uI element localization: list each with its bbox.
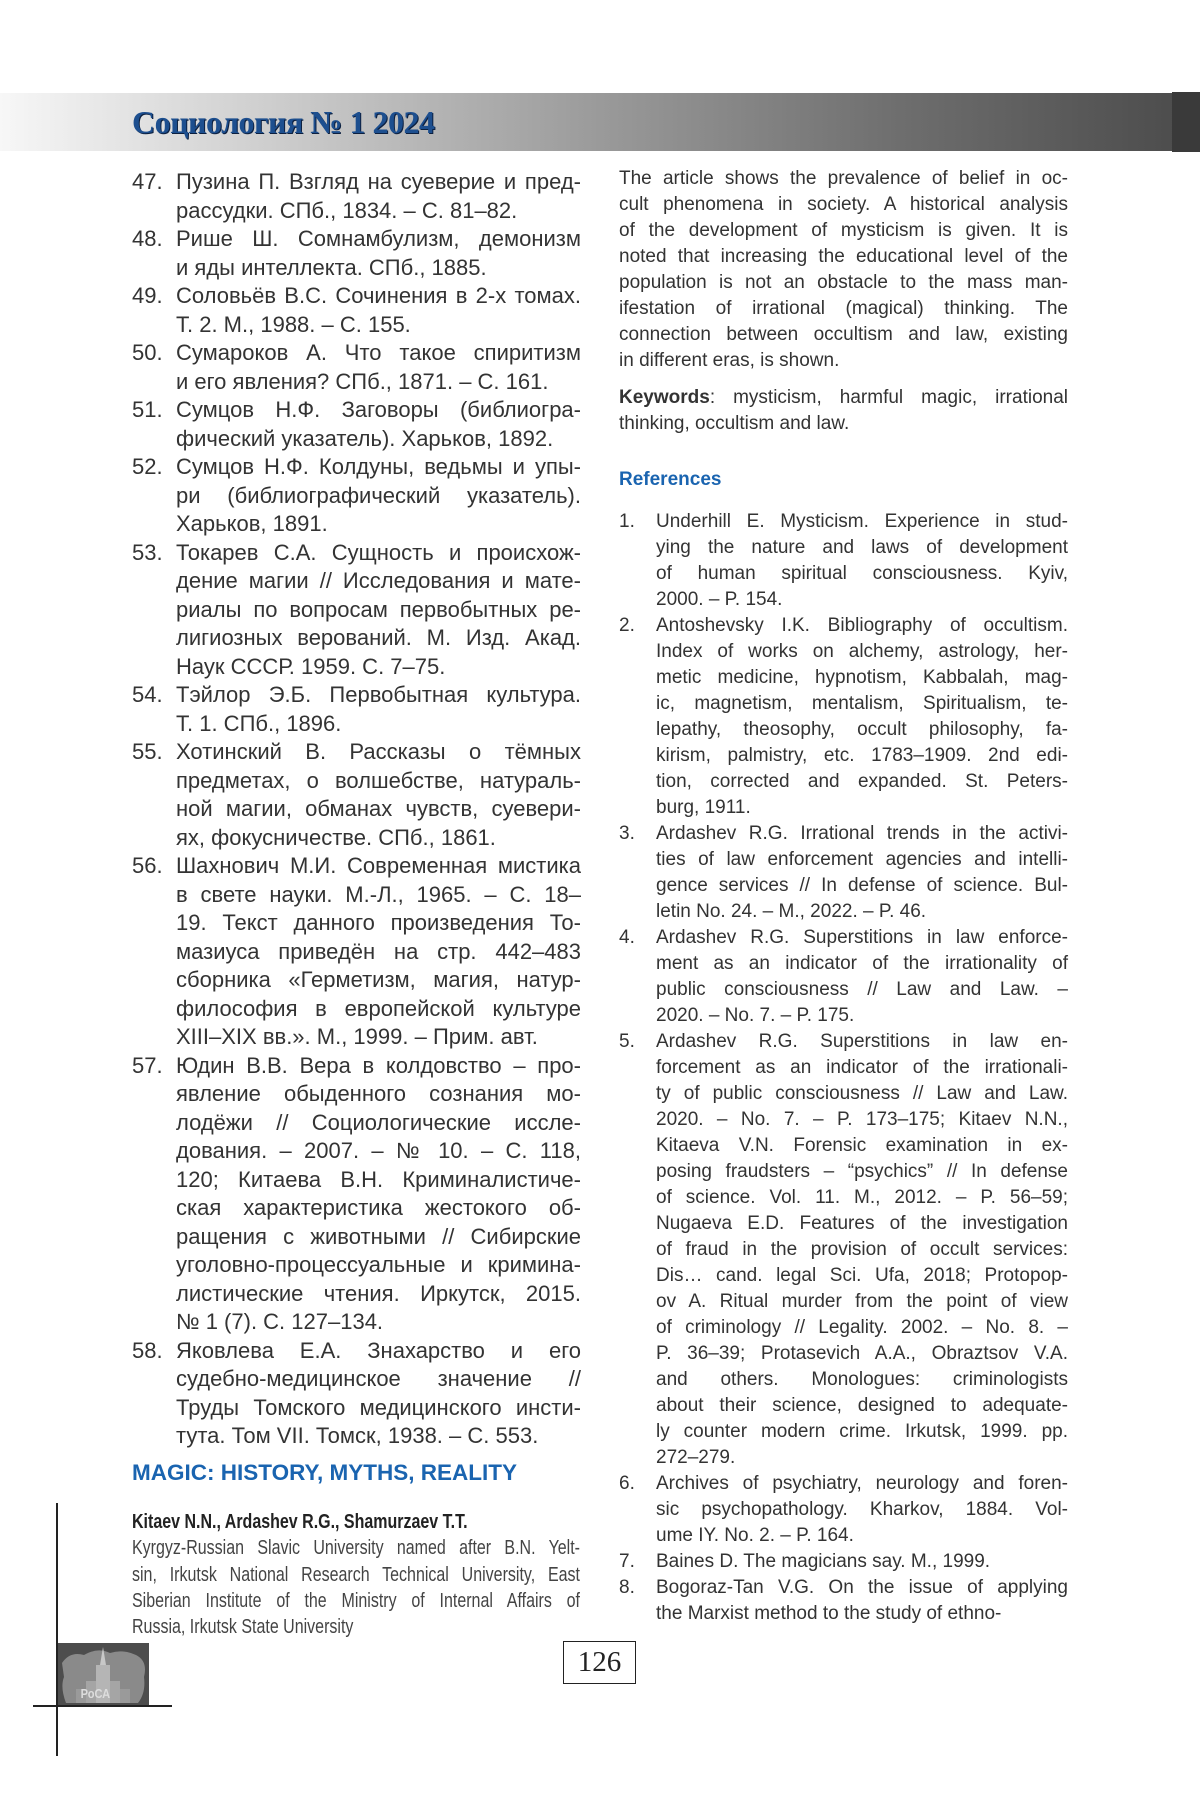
reference-text-line: Т. 1. СПб., 1896. bbox=[176, 710, 581, 739]
reference-item bbox=[132, 396, 581, 453]
reference-text-line: и его явления? СПб., 1871. – С. 161. bbox=[176, 368, 581, 397]
reference-text-line: 19. Текст данного произведения То- bbox=[176, 909, 581, 938]
reference-text-line: 272–279. bbox=[656, 1445, 1068, 1471]
reference-text-line: posing fraudsters – “psychics” // In defense bbox=[656, 1159, 1068, 1185]
reference-text-line: Ardashev R.G. Superstitions in law enforce- bbox=[656, 925, 1068, 951]
reference-item bbox=[619, 509, 1068, 613]
reference-text-line: gence services // In defense of science. Bul- bbox=[656, 873, 1068, 899]
reference-number: 51. bbox=[132, 396, 163, 425]
reference-text-line: ская характеристика жестокого об- bbox=[176, 1194, 581, 1223]
reference-item bbox=[132, 852, 581, 1052]
reference-text-line: forcement as an indicator of the irrationali- bbox=[656, 1055, 1068, 1081]
keywords-text: thinking, occultism and law. bbox=[619, 411, 1068, 437]
text-line: noted that increasing the educational level of the bbox=[619, 244, 1068, 270]
text-line: connection between occultism and law, existing bbox=[619, 322, 1068, 348]
reference-item bbox=[619, 1471, 1068, 1549]
reference-item bbox=[619, 1029, 1068, 1471]
text-line: Kyrgyz-Russian Slavic University named after B.N. Yelt- bbox=[132, 1535, 580, 1561]
reference-text-line: Рише Ш. Сомнамбулизм, демонизм bbox=[176, 225, 581, 254]
reference-number: 50. bbox=[132, 339, 163, 368]
keywords-label: Keywords bbox=[619, 387, 710, 408]
reference-number: 48. bbox=[132, 225, 163, 254]
reference-text-line: ly counter modern crime. Irkutsk, 1999. pp. bbox=[656, 1419, 1068, 1445]
reference-text-line: ty of public consciousness // Law and Law. bbox=[656, 1081, 1068, 1107]
reference-text-line: 120; Китаева В.Н. Криминалистиче- bbox=[176, 1166, 581, 1195]
reference-text-line: of fraud in the provision of occult services: bbox=[656, 1237, 1068, 1263]
reference-text-line: tion, corrected and expanded. St. Peters- bbox=[656, 769, 1068, 795]
reference-text-line: Baines D. The magicians say. M., 1999. bbox=[656, 1549, 1068, 1575]
reference-number: 6. bbox=[619, 1471, 635, 1497]
article-title: MAGIC: HISTORY, MYTHS, REALITY bbox=[132, 1460, 517, 1486]
reference-text-line: Kitaeva V.N. Forensic examination in ex- bbox=[656, 1133, 1068, 1159]
reference-text-line: Шахнович М.И. Современная мистика bbox=[176, 852, 581, 881]
keywords-text: : mysticism, harmful magic, irrational bbox=[710, 387, 1068, 408]
reference-text-line: уголовно-процессуальные и кримина- bbox=[176, 1251, 581, 1280]
reference-text-line: Underhill E. Mysticism. Experience in stud- bbox=[656, 509, 1068, 535]
reference-item bbox=[132, 168, 581, 225]
reference-text-line: lepathy, theosophy, occult philosophy, fa- bbox=[656, 717, 1068, 743]
abstract bbox=[619, 166, 1068, 374]
author-block bbox=[132, 1509, 580, 1640]
text-line: Russia, Irkutsk State University bbox=[132, 1614, 580, 1640]
reference-number: 52. bbox=[132, 453, 163, 482]
reference-text-line: Труды Томского медицинского инсти- bbox=[176, 1394, 581, 1423]
text-line: ifestation of irrational (magical) thinking. The bbox=[619, 296, 1068, 322]
reference-item bbox=[619, 925, 1068, 1029]
reference-text-line: Наук СССР. 1959. С. 7–75. bbox=[176, 653, 581, 682]
reference-text-line: Юдин В.В. Вера в колдовство – про- bbox=[176, 1052, 581, 1081]
reference-text-line: Т. 2. М., 1988. – С. 155. bbox=[176, 311, 581, 340]
reference-text-line: Antoshevsky I.K. Bibliography of occultism. bbox=[656, 613, 1068, 639]
journal-title: Социология № 1 2024 bbox=[132, 104, 434, 141]
crop-mark-horizontal bbox=[33, 1705, 172, 1707]
reference-text-line: риалы по вопросам первобытных ре- bbox=[176, 596, 581, 625]
reference-item bbox=[132, 1052, 581, 1337]
text-line: of the development of mysticism is given. It is bbox=[619, 218, 1068, 244]
reference-number: 4. bbox=[619, 925, 635, 951]
reference-text-line: Тэйлор Э.Б. Первобытная культура. bbox=[176, 681, 581, 710]
reference-text-line: ment as an indicator of the irrationality of bbox=[656, 951, 1068, 977]
reference-text-line: ях, фокусничестве. СПб., 1861. bbox=[176, 824, 581, 853]
reference-item bbox=[132, 453, 581, 539]
reference-number: 47. bbox=[132, 168, 163, 197]
references-heading: References bbox=[619, 467, 1068, 493]
reference-text-line: сборника «Герметизм, магия, натур- bbox=[176, 966, 581, 995]
reference-text-line: явление обыденного сознания мо- bbox=[176, 1080, 581, 1109]
page-number: 126 bbox=[563, 1641, 636, 1684]
reference-item bbox=[619, 1575, 1068, 1627]
reference-text-line: XIII–XIX вв.». М., 1999. – Прим. авт. bbox=[176, 1023, 581, 1052]
reference-number: 57. bbox=[132, 1052, 163, 1081]
reference-text-line: Сумароков А. Что такое спиритизм bbox=[176, 339, 581, 368]
reference-text-line: Токарев С.А. Сущность и происхож- bbox=[176, 539, 581, 568]
reference-text-line: и яды интеллекта. СПб., 1885. bbox=[176, 254, 581, 283]
reference-item bbox=[132, 282, 581, 339]
reference-text-line: public consciousness // Law and Law. – bbox=[656, 977, 1068, 1003]
reference-text-line: Bogoraz-Tan V.G. On the issue of applying bbox=[656, 1575, 1068, 1601]
reference-text-line: sic psychopathology. Kharkov, 1884. Vol- bbox=[656, 1497, 1068, 1523]
reference-text-line: философия в европейской культуре bbox=[176, 995, 581, 1024]
reference-text-line: предметах, о волшебстве, натураль- bbox=[176, 767, 581, 796]
right-column bbox=[619, 166, 1068, 1627]
text-line: cult phenomena in society. A historical analysis bbox=[619, 192, 1068, 218]
reference-number: 58. bbox=[132, 1337, 163, 1366]
reference-text-line: № 1 (7). С. 127–134. bbox=[176, 1308, 581, 1337]
reference-text-line: 2020. – No. 7. – P. 175. bbox=[656, 1003, 1068, 1029]
reference-text-line: дение магии // Исследования и мате- bbox=[176, 567, 581, 596]
reference-text-line: ov A. Ritual murder from the point of view bbox=[656, 1289, 1068, 1315]
reference-number: 7. bbox=[619, 1549, 635, 1575]
logo-text: РоСА bbox=[81, 1686, 111, 1701]
reference-item bbox=[619, 613, 1068, 821]
reference-item bbox=[619, 821, 1068, 925]
reference-text-line: Хотинский В. Рассказы о тёмных bbox=[176, 738, 581, 767]
reference-text-line: листические чтения. Иркутск, 2015. bbox=[176, 1280, 581, 1309]
reference-text-line: Пузина П. Взгляд на суеверие и пред- bbox=[176, 168, 581, 197]
reference-text-line: metic medicine, hypnotism, Kabbalah, mag- bbox=[656, 665, 1068, 691]
reference-text-line: лодёжи // Социологические иссле- bbox=[176, 1109, 581, 1138]
reference-item bbox=[132, 225, 581, 282]
reference-item bbox=[132, 539, 581, 682]
reference-text-line: letin No. 24. – M., 2022. – P. 46. bbox=[656, 899, 1068, 925]
reference-text-line: the Marxist method to the study of ethno- bbox=[656, 1601, 1068, 1627]
reference-text-line: лигиозных верований. М. Изд. Акад. bbox=[176, 624, 581, 653]
reference-text-line: Соловьёв В.С. Сочинения в 2-х томах. bbox=[176, 282, 581, 311]
reference-text-line: ной магии, обманах чувств, суевери- bbox=[176, 795, 581, 824]
reference-number: 3. bbox=[619, 821, 635, 847]
reference-text-line: Archives of psychiatry, neurology and foren- bbox=[656, 1471, 1068, 1497]
reference-text-line: Яковлева Е.А. Знахарство и его bbox=[176, 1337, 581, 1366]
reference-text-line: of criminology // Legality. 2002. – No. 8. – bbox=[656, 1315, 1068, 1341]
reference-text-line: рассудки. СПб., 1834. – С. 81–82. bbox=[176, 197, 581, 226]
reference-number: 1. bbox=[619, 509, 635, 535]
reference-text-line: and others. Monologues: criminologists bbox=[656, 1367, 1068, 1393]
reference-text-line: дования. – 2007. – № 10. – С. 118, bbox=[176, 1137, 581, 1166]
affiliations bbox=[132, 1535, 580, 1640]
reference-number: 53. bbox=[132, 539, 163, 568]
reference-text-line: of human spiritual consciousness. Kyiv, bbox=[656, 561, 1068, 587]
english-reference-list bbox=[619, 509, 1068, 1627]
reference-text-line: P. 36–39; Protasevich A.A., Obraztsov V.A. bbox=[656, 1341, 1068, 1367]
reference-text-line: тута. Том VII. Томск, 1938. – С. 553. bbox=[176, 1422, 581, 1451]
reference-text-line: about their science, designed to adequate- bbox=[656, 1393, 1068, 1419]
reference-item bbox=[132, 339, 581, 396]
reference-text-line: Ardashev R.G. Superstitions in law en- bbox=[656, 1029, 1068, 1055]
reference-text-line: в свете науки. М.-Л., 1965. – С. 18– bbox=[176, 881, 581, 910]
reference-text-line: Dis… cand. legal Sci. Ufa, 2018; Protopop- bbox=[656, 1263, 1068, 1289]
reference-item bbox=[132, 681, 581, 738]
reference-text-line: ume IY. No. 2. – P. 164. bbox=[656, 1523, 1068, 1549]
reference-text-line: Харьков, 1891. bbox=[176, 510, 581, 539]
reference-text-line: судебно-медицинское значение // bbox=[176, 1365, 581, 1394]
reference-text-line: ying the nature and laws of development bbox=[656, 535, 1068, 561]
reference-number: 5. bbox=[619, 1029, 635, 1055]
reference-item bbox=[132, 738, 581, 852]
reference-text-line: kirism, palmistry, etc. 1783–1909. 2nd edi- bbox=[656, 743, 1068, 769]
reference-text-line: Сумцов Н.Ф. Заговоры (библиогра- bbox=[176, 396, 581, 425]
text-line: Siberian Institute of the Ministry of Internal Affairs of bbox=[132, 1588, 580, 1614]
reference-text-line: Index of works on alchemy, astrology, her- bbox=[656, 639, 1068, 665]
reference-number: 2. bbox=[619, 613, 635, 639]
reference-number: 55. bbox=[132, 738, 163, 767]
reference-text-line: of science. Vol. 11. M., 2012. – P. 56–59; bbox=[656, 1185, 1068, 1211]
reference-text-line: 2020. – No. 7. – P. 173–175; Kitaev N.N., bbox=[656, 1107, 1068, 1133]
reference-text-line: ри (библиографический указатель). bbox=[176, 482, 581, 511]
reference-item bbox=[619, 1549, 1068, 1575]
authors: Kitaev N.N., Ardashev R.G., Shamurzaev T.T. bbox=[132, 1509, 580, 1535]
reference-number: 54. bbox=[132, 681, 163, 710]
reference-number: 8. bbox=[619, 1575, 635, 1601]
text-line: The article shows the prevalence of belief in oc- bbox=[619, 166, 1068, 192]
reference-number: 56. bbox=[132, 852, 163, 881]
reference-text-line: 2000. – P. 154. bbox=[656, 587, 1068, 613]
text-line: population is not an obstacle to the mass man- bbox=[619, 270, 1068, 296]
reference-number: 49. bbox=[132, 282, 163, 311]
reference-text-line: Nugaeva E.D. Features of the investigation bbox=[656, 1211, 1068, 1237]
text-line: sin, Irkutsk National Research Technical University, East bbox=[132, 1562, 580, 1588]
reference-text-line: фический указатель). Харьков, 1892. bbox=[176, 425, 581, 454]
text-line: in different eras, is shown. bbox=[619, 348, 1068, 374]
reference-text-line: Ardashev R.G. Irrational trends in the activi- bbox=[656, 821, 1068, 847]
reference-text-line: Сумцов Н.Ф. Колдуны, ведьмы и упы- bbox=[176, 453, 581, 482]
crop-mark-vertical bbox=[56, 1503, 58, 1756]
reference-text-line: ращения с животными // Сибирские bbox=[176, 1223, 581, 1252]
header-band-end bbox=[1172, 92, 1200, 152]
reference-text-line: мазиуса приведён на стр. 442–483 bbox=[176, 938, 581, 967]
keywords bbox=[619, 385, 1068, 437]
reference-text-line: ic, magnetism, mentalism, Spiritualism, te- bbox=[656, 691, 1068, 717]
reference-text-line: burg, 1911. bbox=[656, 795, 1068, 821]
reference-item bbox=[132, 1337, 581, 1451]
left-reference-list bbox=[132, 168, 581, 1451]
reference-text-line: ties of law enforcement agencies and intelli- bbox=[656, 847, 1068, 873]
